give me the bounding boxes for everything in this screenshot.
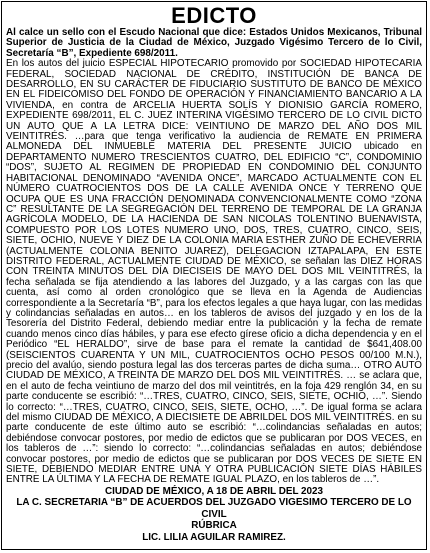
notice-body-paragraph: En los autos del juicio ESPECIAL HIPOTECARIO promovido por SOCIEDAD HIPOTECARIA FEDERAL, SOCIEDAD NACIONAL DE CRÉDITO, INSTITUCIÓN DE BANCA DE DESARROLLO, EN SU CARÁCTER DE FIDUCIARIO SUSTITUTO DE BANCO DE MÉXICO EN EL FIDEICOMISO DEL FONDO DE OPERACIÓN Y FINANCIAMIENTO BANCARIO A LA VIVIENDA, en contra de ARCELIA HUERTA SOLÍS Y DIONISIO GARCÍA ROMERO, EXPEDIENTE 698/2011, EL C. JUEZ INTERINA VIGÉSIMO TERCERO DE LO CIVIL DICTO UN AUTO QUE A LA LETRA DICE: VEINTIUNO DE MARZO DEL AÑO DOS MIL VEINTITRÉS. …para que tenga verificativo la audiencia de REMATE EN PRIMERA ALMONEDA DEL INMUEBLE MATERIA DEL PRESENTE JUICIO ubicado en DEPARTAMENTO NUMERO TRESCIENTOS CUATRO, DEL EDIFICIO “C”, CONDOMINIO “DOS”, SUJETO AL REGIMEN DE PROPIEDAD EN CONDOMINIO DEL CONJUNTO HABITACIONAL DENOMINADO “AVENIDA ONCE”, MARCADO ACTUALMENTE CON EL NÚMERO CUATROCIENTOS DOS DE LA CALLE AVENIDA ONCE Y TERRENO QUE OCUPA QUE ES UNA FRACCIÓN DENOMINADA CONVENCIONALMENTE COMO “ZONA C” RESULTANTE DE LA SEGREGACIÓN DEL TERRENO DE TEMPORAL DE LA GRANJA AGRÍCOLA MODELO, DE LA HACIENDA DE SAN NICOLAS TOLENTINO BUENAVISTA, COMPUESTO POR LOS LOTES NUMERO UNO, DOS, TRES, CUATRO, CINCO, SEIS, SIETE, OCHIO, NUEVE Y DIEZ DE LA COLONIA MARIA ESTHER ZUÑO DE ECHEVERRIA (ACTUALMENTE COLONIA BENITO JUAREZ), DELEGACION IZTAPALAPA, EN ESTE DISTRITO FEDERAL, ACTUALMENTE CIUDAD DE MÉXICO, se señalan las DIEZ HORAS CON TREINTA MINUTOS DEL DÍA DIECISEIS DE MAYO DEL DOS MIL VEINTITRÉS, la fecha señalada se fija atendiendo a las labores del Juzgado, y a las cargas con las que cuenta, así como al orden cronológico que se lleva en la Agenda de Audiencias correspondiente a la Secretaría “B”, para los efectos legales a que haya lugar, con las medidas y colindancias señaladas en autos… en los tableros de avisos del juzgado y en los de la Tesorería del Distrito Federal, debiendo mediar entre la publicación y la fecha de remate cuando menos cinco días hábiles, y para ese efecto gírese oficio a dicha dependencia y en el Periódico “EL HERALDO”, sirve de base para el remate la cantidad de $641,408.00 (SEISCIENTOS CUARENTA Y UN MIL, CUATROCIENTOS OCHO PESOS 00/100 M.N.), precio del avalúo, siendo postura legal las dos terceras partes de dicha suma… OTRO AUTO CIUDAD DE MÉXICO, A TREINTA DE MARZO DEL DOS MIL VEINTITRÉS. … se aclara que, en el auto de fecha veintiuno de marzo del dos mil veintitrés, en la foja 429 renglón 34, en su parte conducente se escribió: “…TRES, CUATRO, CINCO, SEIS, SIETE, OCHIO, …”. Siendo lo correcto: “…TRES, CUATRO, CINCO, SEIS, SIETE, OCHO, …”. De igual forma se aclara del mismo CIUDAD DE MÉXICO, A DIECISIETE DE ABRILDEL DOS MIL VEINTITRÉS. en su parte conducente de este último auto se escribió: “…colindancias señaladas en autos; debiéndose convocar postores, por medio de edictos que se publicaran por DOS VECES, en los tableros de …”: siendo lo correcto: “…colindancias señaladas en autos; debiéndose convocar postores, por medio de edictos que se publicaran por DOS VECES DE SIETE EN SIETE, DEBIENDO MEDIAR ENTRE UNA Y OTRA PUBLICACIÓN SIETE DÍAS HÁBILES ENTRE LA ÚLTIMA Y LA FECHA DE REMATE IGUAL PLAZO, en los tableros de …”. xyxy=(6,58,422,486)
notice-lead-paragraph: Al calce un sello con el Escudo Nacional que dice: Estados Unidos Mexicanos, Tribunal Superior de Justicia de la Ciudad de México, Juzgado Vigésimo Tercero de lo Civil, Secretaría “B”, Expediente 698/2011. xyxy=(6,27,422,59)
notice-title: EDICTO xyxy=(171,3,257,28)
signer-name: LIC. LILIA AGUILAR RAMIREZ. xyxy=(142,531,286,543)
signer-title: LA C. SECRETARIA “B” DE ACUERDOS DEL JUZGADO VIGESIMO TERCERO DE LO CIVIL xyxy=(16,497,412,520)
notice-date-line: CIUDAD DE MÉXICO, A 18 DE ABRIL DEL 2023 xyxy=(104,485,324,497)
signature-rubrica: RÚBRICA xyxy=(191,520,237,532)
edict-notice xyxy=(1,1,427,550)
